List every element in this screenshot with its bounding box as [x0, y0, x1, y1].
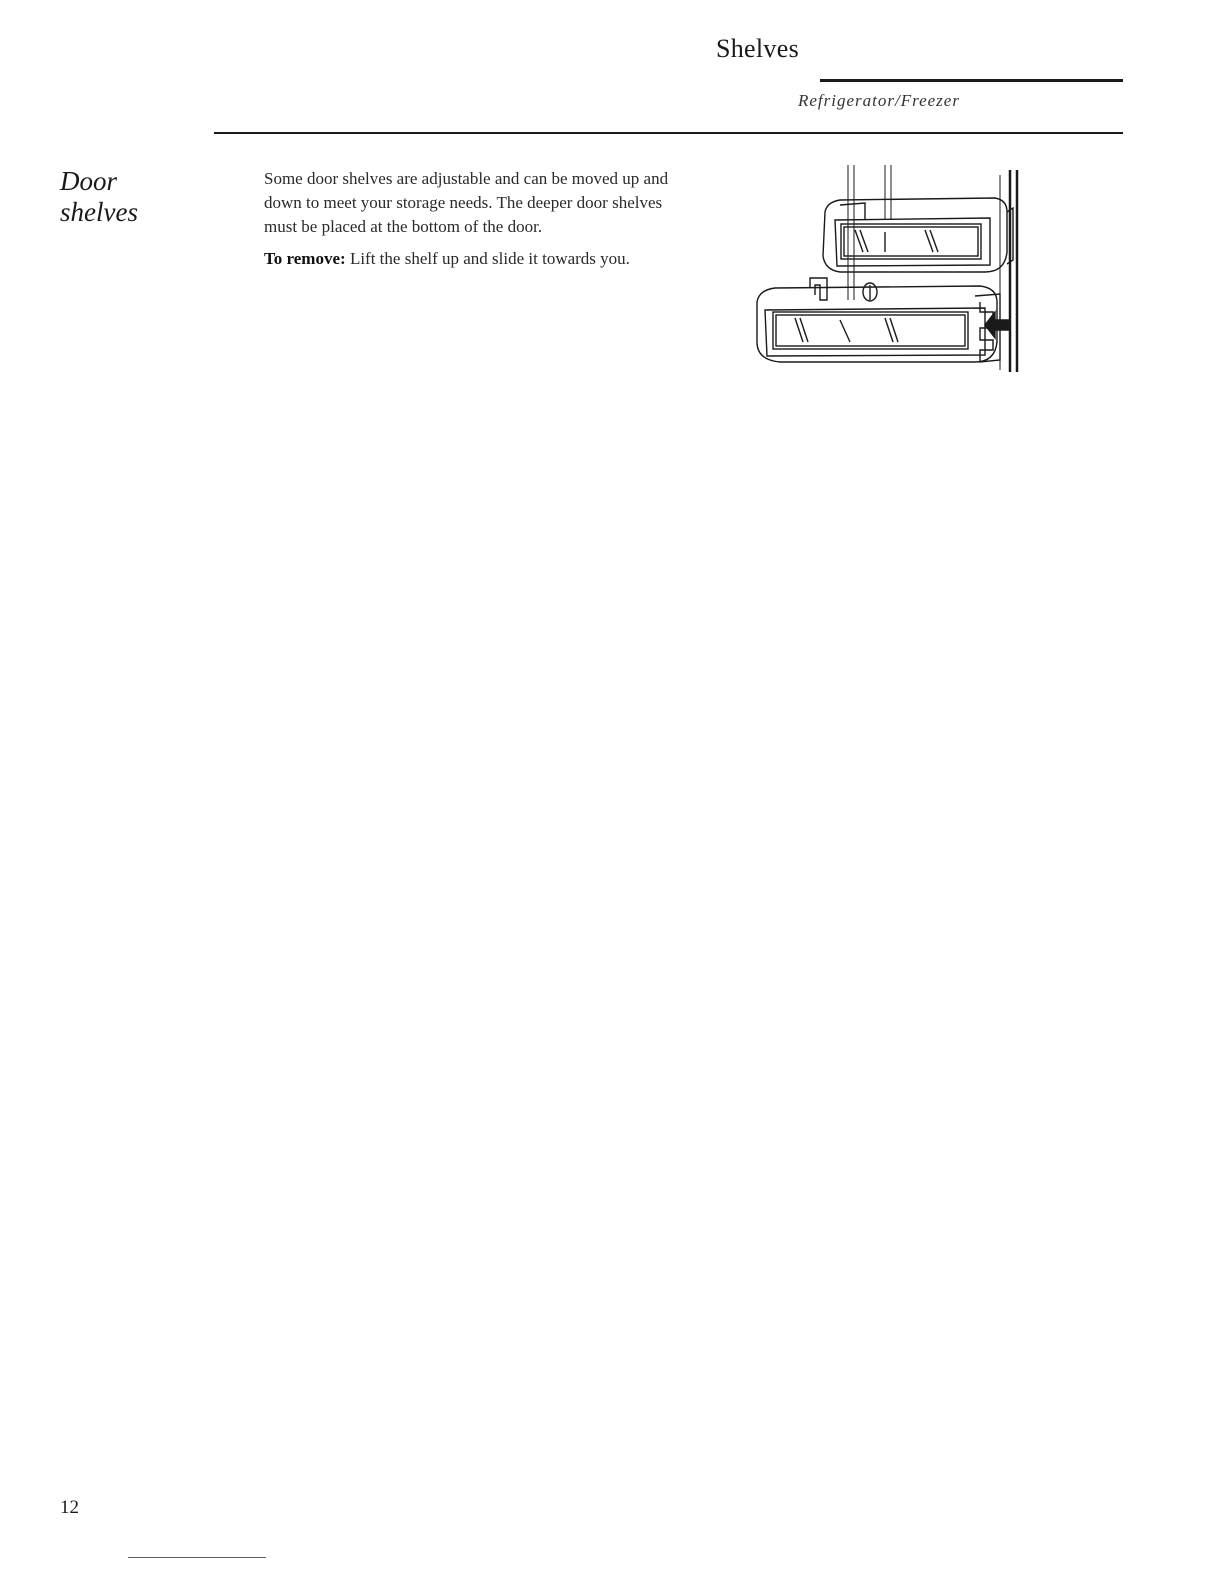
header-rule-long	[214, 132, 1123, 134]
section-heading-line2: shelves	[60, 197, 138, 227]
door-shelves-illustration	[745, 160, 1035, 380]
section-heading-line1: Door	[60, 166, 118, 196]
page-number: 12	[60, 1497, 79, 1518]
remove-text: Lift the shelf up and slide it towards you.	[345, 249, 630, 268]
page-subtitle: Refrigerator/Freezer	[798, 91, 960, 110]
footer-link-underline	[128, 1557, 266, 1558]
body-paragraph: Some door shelves are adjustable and can be moved up and down to meet your storage needs. The deeper door shelves must be placed at the bottom of the door.	[264, 169, 669, 236]
page-title: Shelves	[716, 34, 799, 63]
door-shelves-drawing	[745, 160, 1035, 380]
header-rule-short	[820, 79, 1123, 82]
remove-label: To remove:	[264, 249, 346, 268]
section-heading	[60, 166, 220, 228]
remove-instruction	[264, 247, 684, 271]
section-body	[264, 167, 684, 279]
